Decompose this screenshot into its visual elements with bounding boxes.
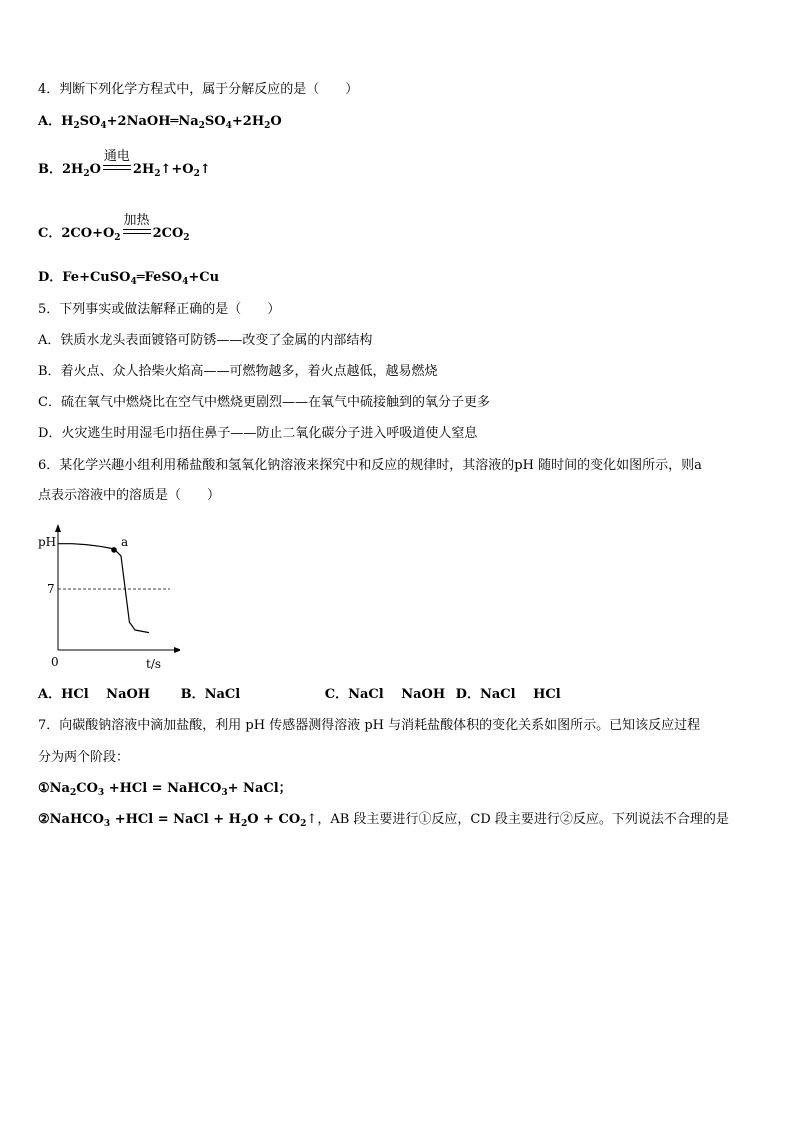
q4-option-c: C．$2CO+O_2$ 加热 $2CO_2$: [38, 213, 190, 243]
origin-label: 0: [51, 655, 59, 669]
point-a-marker: [111, 547, 117, 553]
reaction-condition-electrolysis: 通电: [102, 160, 132, 174]
q7-stem-line2: 分为两个阶段：: [38, 750, 130, 765]
q6-options: [38, 686, 561, 704]
ph-curve: [58, 544, 149, 633]
y-axis-arrow: [55, 524, 61, 532]
q7-reaction-1: $①Na_2CO_3 +HCl$ = NaHCO$_3$+ NaCl；: [38, 781, 292, 798]
point-a-label: a: [121, 534, 129, 549]
q4-option-a: A．$H_2SO_4+2NaOH═Na_2SO_4+2H_2O$: [38, 114, 282, 131]
q6-option-b: B．NaCl: [180, 687, 241, 702]
q4-option-b: B．$2H_2O$ 通电 $2H_2↑+O_2↑$: [38, 149, 211, 179]
q4-option-d: D．Fe+CuSO$_4$═FeSO$_4$+Cu: [38, 270, 220, 287]
q4-stem: 4．判断下列化学方程式中，属于分解反应的是（ ）: [38, 82, 359, 97]
q7-reaction-2: ②NaHCO$_3$ +HCl = NaCl + $H_2O$ + $CO_2↑$，AB 段主要进行①反应，CD 段主要进行②反应。下列说法不合理的是: [38, 812, 729, 829]
q6-stem-line2: 点表示溶液中的溶质是（ ）: [38, 488, 221, 503]
q6-option-a: A．HCl NaOH: [38, 687, 151, 702]
y-axis-label: pH: [38, 535, 57, 549]
q5-option-c: C．硫在氧气中燃烧比在空气中燃烧更剧烈——在氧气中硫接触到的氧分子更多: [38, 395, 490, 410]
q5-option-a: A．铁质水龙头表面镀铬可防锈——改变了金属的内部结构: [38, 333, 373, 348]
q5-option-b: B．着火点、众人拾柴火焰高——可燃物越多，着火点越低，越易燃烧: [38, 364, 438, 379]
q5-option-d: D．火灾逃生时用湿毛巾捂住鼻子——防止二氧化碳分子进入呼吸道使人窒息: [38, 426, 478, 441]
q7-stem-line1: 7．向碳酸钠溶液中滴加盐酸，利用 pH 传感器测得溶液 pH 与消耗盐酸体积的变化关系如图所示。已知该反应过程: [38, 718, 701, 733]
ph7-tick-label: 7: [47, 582, 55, 596]
x-axis-arrow: [174, 647, 180, 653]
q6-option-c: C．NaCl NaOH: [324, 687, 446, 702]
q6-stem-line1: 6．某化学兴趣小组利用稀盐酸和氢氧化钠溶液来探究中和反应的规律时，其溶液的pH 随时间的变化如图所示，则a: [38, 458, 702, 473]
reaction-condition-heat: 加热: [122, 224, 152, 238]
ph-time-chart: [30, 518, 180, 678]
x-axis-label: t/s: [146, 657, 162, 671]
q5-stem: 5．下列事实或做法解释正确的是（ ）: [38, 302, 281, 317]
q6-option-d: D．NaCl HCl: [455, 687, 561, 702]
